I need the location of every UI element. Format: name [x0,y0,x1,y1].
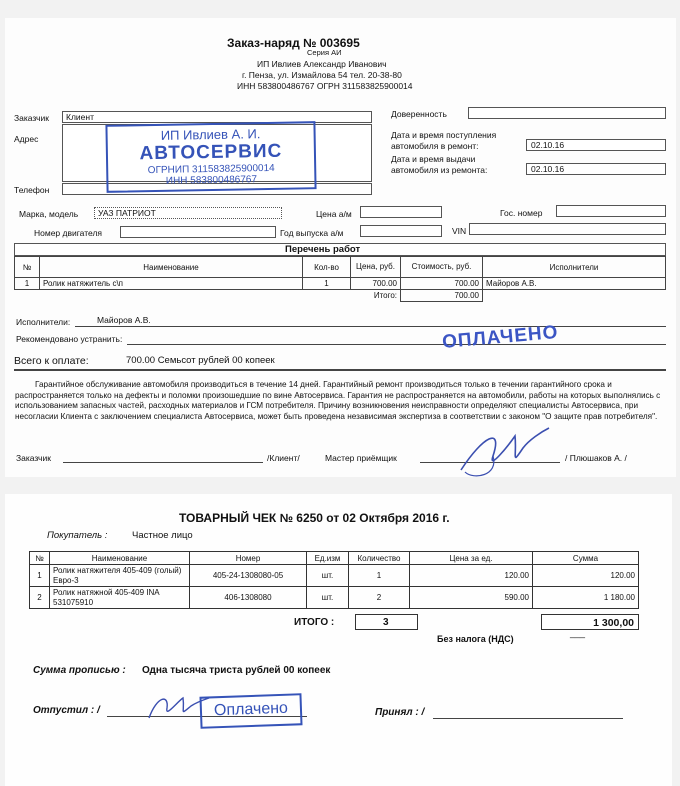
works-cell: 700.00 [351,278,401,290]
executors-value: Майоров А.В. [97,315,151,325]
make-model-value: УАЗ ПАТРИОТ [98,208,156,218]
sign-customer-label: Заказчик [16,453,51,463]
works-row [15,278,666,290]
receipt-total-sum-box [541,614,639,630]
works-cell: 1 [303,278,351,290]
sales-receipt-sheet [5,494,672,786]
engine-field [120,226,276,238]
price-field [360,206,442,218]
words-label: Сумма прописью : [33,665,126,676]
work-order-sheet [5,18,676,477]
buyer-label: Покупатель : [47,530,108,541]
receipt-cell: 120.00 [410,565,533,587]
words-value: Одна тысяча триста рублей 00 копеек [142,665,331,676]
received-label: Принял : / [375,707,425,718]
stamp-line: ИНН 583800486767 [165,174,258,187]
stamp-line: ОГРНИП 311583825900014 [147,162,275,177]
price-label: Цена а/м [316,209,352,219]
works-title-box [14,243,666,256]
receipt-header-cell: № [30,552,50,565]
receipt-cell: 405-24-1308080-05 [190,565,307,587]
works-header-row [15,257,666,278]
issued-date: 02.10.16 [531,164,565,174]
company-stamp-icon [105,121,316,193]
stamp-line: АВТОСЕРВИС [139,140,283,165]
vat-value: ___ [570,628,586,638]
received-line [433,718,623,719]
company-ids: ИНН 583800486767 ОГРН 311583825900014 [237,81,413,91]
works-total-row [15,290,666,302]
vin-label: VIN [452,226,467,236]
grand-total-line [14,369,666,371]
receipt-total-qty: 3 [383,617,389,628]
customer-value: Клиент [66,112,94,122]
receipt-cell: 590.00 [410,587,533,609]
order-title: Заказ-наряд № 003695 [227,36,360,50]
receipt-cell: Ролик натяжной 405-409 INA 531075910 [50,587,190,609]
buyer-value: Частное лицо [132,530,193,541]
sign-master-label: Мастер приёмщик [325,453,397,463]
address-label: Адрес [14,134,39,144]
receipt-header-row [30,552,639,565]
grand-total-label: Всего к оплате: [14,355,89,367]
works-cell: 1 [15,278,40,290]
receipt-cell: шт. [307,587,349,609]
paid-stamp-icon: ОПЛАЧЕНО [441,321,560,354]
works-total-value: 700.00 [401,290,483,302]
customer-field [62,111,372,123]
customer-label: Заказчик [14,113,49,123]
receipt-header-cell: Сумма [533,552,639,565]
works-cell: Майоров А.В. [483,278,666,290]
power-of-attorney-field [468,107,666,119]
plate-label: Гос. номер [500,208,543,218]
power-of-attorney-label: Доверенность [391,109,447,119]
receipt-title: ТОВАРНЫЙ ЧЕК № 6250 от 02 Октября 2016 г. [179,511,450,525]
vat-label: Без налога (НДС) [437,634,514,644]
recommended-line [127,344,666,345]
receipt-cell: шт. [307,565,349,587]
company-name: ИП Ивлиев Александр Иванович [257,59,387,69]
receipt-cell: 1 180.00 [533,587,639,609]
receipt-cell: 120.00 [533,565,639,587]
receipt-header-cell: Номер [190,552,307,565]
executors-line [75,326,666,327]
receipt-header-cell: Цена за ед. [410,552,533,565]
executors-label: Исполнители: [16,317,71,327]
receipt-table [29,551,639,609]
works-cell: Ролик натяжитель с\п [40,278,303,290]
released-label: Отпустил : / [33,705,100,716]
issued-label-2: автомобиля из ремонта: [391,165,488,175]
vin-field [469,223,666,235]
receipt-cell: 2 [30,587,50,609]
make-model-label: Марка, модель [19,209,79,219]
works-header-cell: Исполнители [483,257,666,278]
receipt-header-cell: Количество [349,552,410,565]
issued-date-field [526,163,666,175]
warranty-text: Гарантийное обслуживание автомобиля производиться в течение 14 дней. Гарантийный ремонт производиться только в течении гарантийного срока и распространяется только на дефекты и поломки произошедшие по вине Автосервиса. Гарантия не распространяется на автомобили, работы на которых выполнялись с использованием запасных частей, расходных материалов и ГСМ потребителя. Причину возникновения неисправности определяют специалисты Автосервиса, при несогласии Клиента с заключением специалиста Автосервиса, может быть проведена независимая экспертиза в соответствии с законом "О защите прав потребителя". [15,380,661,421]
paid-receipt-stamp-icon: Оплачено [199,693,302,729]
receipt-total-qty-box [355,614,418,630]
phone-label: Телефон [14,185,50,195]
sign-customer-line [63,462,263,463]
engine-label: Номер двигателя [34,228,103,238]
works-table [14,256,666,302]
works-header-cell: Кол-во [303,257,351,278]
received-label-1: Дата и время поступления [391,130,497,140]
receipt-total-sum: 1 300,00 [593,617,634,629]
make-model-field [94,207,282,219]
receipt-cell: 406-1308080 [190,587,307,609]
sign-client-label: /Клиент/ [267,453,300,463]
year-field [360,225,442,237]
receipt-header-cell: Ед.изм [307,552,349,565]
works-cell: 700.00 [401,278,483,290]
works-title: Перечень работ [285,244,361,255]
plate-field [556,205,666,217]
works-header-cell: Стоимость, руб. [401,257,483,278]
master-signature-icon [453,426,553,482]
recommended-label: Рекомендовано устранить: [16,334,123,344]
receipt-cell: 2 [349,587,410,609]
company-address: г. Пенза, ул. Измайлова 54 тел. 20-38-80 [242,70,402,80]
works-header-cell: Наименование [40,257,303,278]
sign-master-name: / Плюшаков А. / [565,453,627,463]
works-total-label: Итого: [373,291,397,301]
issued-label-1: Дата и время выдачи [391,154,476,164]
received-label-2: автомобиля в ремонт: [391,141,479,151]
receipt-cell: 1 [349,565,410,587]
receipt-row [30,587,639,609]
receipt-cell: Ролик натяжителя 405-409 (голый) Евро-3 [50,565,190,587]
order-series: Серия АИ [307,48,342,57]
grand-total-value: 700.00 Семьсот рублей 00 копеек [126,355,275,366]
works-header-cell: № [15,257,40,278]
works-header-cell: Цена, руб. [351,257,401,278]
receipt-cell: 1 [30,565,50,587]
receipt-total-label: ИТОГО : [294,617,335,628]
year-label: Год выпуска а/м [280,228,344,238]
receipt-header-cell: Наименование [50,552,190,565]
received-date: 02.10.16 [531,140,565,150]
stamp-line: ИП Ивлиев А. И. [160,126,261,143]
received-date-field [526,139,666,151]
receipt-row [30,565,639,587]
